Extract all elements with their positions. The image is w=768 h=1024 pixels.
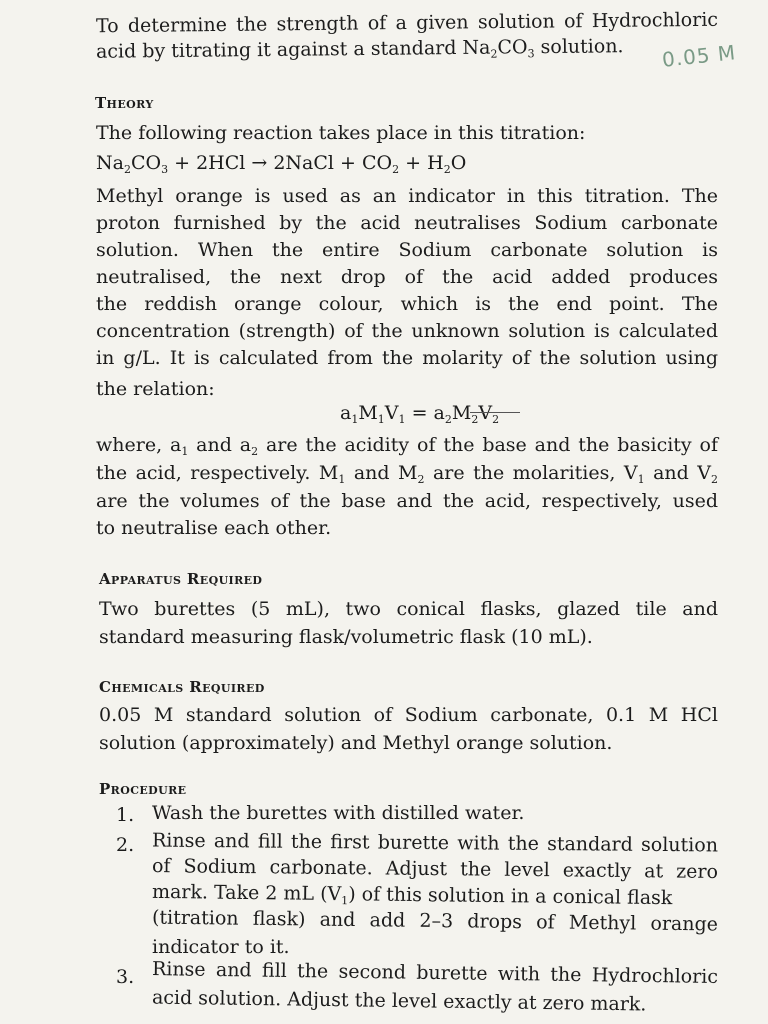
step-line: Rinse and fill the second burette with the Hydrochloric [151,958,719,988]
chemicals-heading: Chemicals Required [99,678,265,696]
apparatus-line: standard measuring flask/volumetric flask (10 mL). [99,626,593,648]
handwritten-margin-note: 0.05 M [660,40,738,72]
paragraph-line: concentration (strength) of the unknown solution is calculated [96,320,718,342]
title-line-1: To determine the strength of a given solution of Hydrochloric [95,8,719,38]
title-line-2: acid by titrating it against a standard $Na_2CO_3$ solution. [95,35,624,63]
step-number: 1. [116,804,135,826]
procedure-heading: Procedure [99,780,187,798]
step-line: indicator to it. [152,936,290,958]
paragraph-line: are the volumes of the base and the acid, respectively, used [96,490,718,512]
paragraph-line: solution. When the entire Sodium carbonate solution is [96,239,718,261]
paragraph-line: to neutralise each other. [96,517,332,539]
reaction-equation: $Na_2CO_3 + 2HCl$ → 2NaCl + $CO_2 + H_2O$ [96,152,467,176]
apparatus-line: Two burettes (5 mL), two conical flasks, glazed tile and [99,598,718,620]
step-line: mark. Take 2 mL $(V_1)$ of this solution in a conical flask [151,880,673,910]
paragraph-line: neutralised, the next drop of the acid added produces [96,266,718,288]
step-line: of Sodium carbonate. Adjust the level exactly at zero [151,855,719,883]
step-line: Rinse and fill the first burette with the standard solution [151,829,719,857]
molarity-relation: $a_1M_1V_1 = a_2M_2V_2$ [340,402,500,426]
step-number: 3. [116,966,135,988]
paragraph-line: the acid, respectively. $M_1$ and $M_2$ are the molarities, $V_1$ and $V_2$ [96,462,718,486]
chemicals-line: 0.05 M standard solution of Sodium carbonate, 0.1 M HCl [99,704,718,726]
pen-underline [470,412,520,413]
theory-heading: Theory [95,94,154,112]
chemicals-line: solution (approximately) and Methyl orange solution. [99,732,613,754]
step-line: acid solution. Adjust the level exactly at zero mark. [151,986,647,1016]
theory-intro: The following reaction takes place in this titration: [96,122,586,144]
step-line: Wash the burettes with distilled water. [152,802,525,824]
paragraph-line: Methyl orange is used as an indicator in this titration. The [96,185,718,207]
paragraph-line: in g/L. It is calculated from the molarity of the solution using [96,347,718,369]
paragraph-line: the reddish orange colour, which is the end point. The [96,293,718,315]
step-line: (titration flask) and add 2–3 drops of Methyl orange [151,906,719,936]
paragraph-line: the relation: [96,378,215,400]
paragraph-line: proton furnished by the acid neutralises Sodium carbonate [96,212,718,234]
paragraph-line: where, $a_1$ and $a_2$ are the acidity of the base and the basicity of [96,434,718,458]
step-number: 2. [116,834,135,856]
apparatus-heading: Apparatus Required [99,570,263,588]
